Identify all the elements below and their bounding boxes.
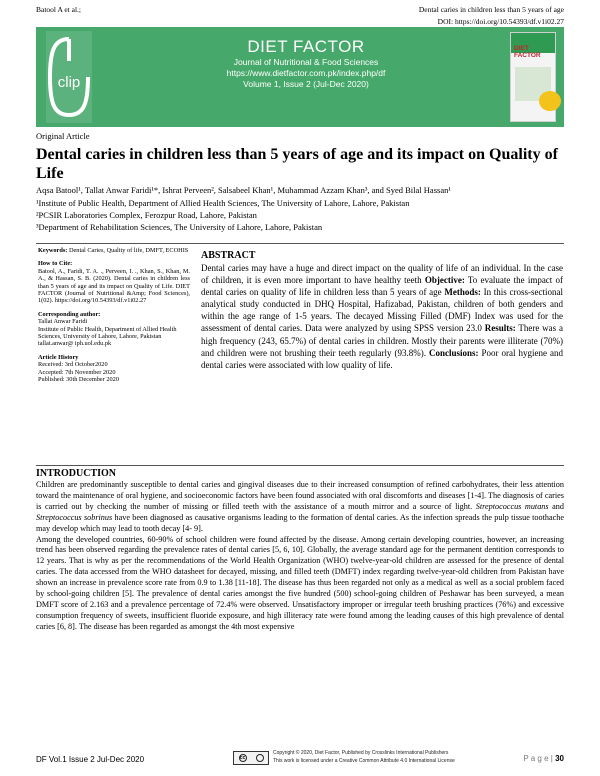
journal-cover-image bbox=[510, 32, 556, 122]
license-text: Copyright © 2020, Diet Factor, Published by Crosslinks International Publishers This work is licensed under a Creative Common Attribute 4.0 International License bbox=[273, 750, 455, 764]
running-header-authors: Batool A et al.; bbox=[36, 5, 81, 14]
journal-url[interactable]: https://www.dietfactor.com.pk/index.php/df bbox=[226, 68, 386, 78]
abstract-body: Dental caries may have a huge and direct impact on the quality of life of an individual. In the case of children, it is even more important to have healthy teeth Objective: To evaluate the impact of dental caries on quality of life in children less than 5 years of age Methods: In this cross-sectional analytical study conducted in DHQ Hospital, Hafizabad, Pakistan, children of both genders and within the age range of 1-5 years. The decayed Missing Filled (DMF) Index was used for the assessment of dental caries. Data were analyzed by using SPSS version 23.0 Results: There was a high frequency (243, 65.7%) of dental caries in children. Mostly their parents were illiterate (70%) and children were not brushing their teeth regularly (93.8%). Conclusions: Poor oral hygiene and dental caries were associated with low quality of life. bbox=[201, 263, 564, 370]
corresponding-name: Tallat Anwar Faridi bbox=[38, 318, 88, 326]
corresponding-author-block bbox=[38, 311, 190, 348]
by-icon bbox=[256, 754, 264, 762]
logo-text: clip bbox=[57, 74, 81, 91]
journal-banner bbox=[36, 27, 564, 127]
keywords-block: Keywords: Dental Caries, Quality of life, DMFT, ECOHIS bbox=[38, 247, 189, 254]
journal-name: DIET FACTOR bbox=[247, 37, 365, 56]
clip-logo-icon bbox=[46, 31, 92, 123]
intro-paragraph-1: Children are predominantly susceptible to dental caries and gingival diseases due to their increased consumption of refined carbohydrates, their less attention toward the maintenance of oral hygiene, and socioeconomic factors have been found associated with oral discomforts and diseases [1-4]. The diagnosis of caries is carried out by checking the number of missing or filled teeth with the assistance of a mouth mirror and a source of light. Streptococcus mutans and Streptococcus sobrinus have been diagnosed as causative organisms leading to the formation of dental caries. As the infection spreads the pulp tissue toothache may develop which may lead to tooth decay [4- 9]. bbox=[36, 480, 564, 533]
article-history-block bbox=[38, 354, 190, 384]
cc-icon: cc bbox=[239, 755, 246, 761]
article-type: Original Article bbox=[36, 131, 90, 141]
corresponding-email[interactable]: tallat.anwar@ iph.uol.edu.pk bbox=[38, 340, 112, 348]
article-info-sidebar bbox=[38, 247, 190, 390]
affiliations bbox=[36, 197, 576, 233]
introduction-body bbox=[36, 480, 564, 633]
cover-title: DIET FACTOR bbox=[514, 45, 541, 59]
corresponding-label: Corresponding author: bbox=[38, 310, 101, 318]
intro-paragraph-2: Among the developed countries, 60-90% of school children were found affected by the disease. Among certain developing countries, however, an increasing trend has been observed regarding the prevalence rates of dental caries [5, 6, 10]. Globally, the average standard age for the permanent dentition corresponds to 12 years. That is why as per the recommendations of the World Health Organization (WHO) twelve-year-old children are assessed for the presence of dental caries. The data accessed from the WHO datasheet for decayed, missing, and filled teeth (DMFT) index regarding twelve-year-old children from Pakistan have shown an increase in prevalence score rate from 0.9 to 1.38 [11-18]. The disease has thus been regarded not only as a medical as well as a social problem faced by school-going children [5]. The prevalence of dental caries amongst the five hundred (500) school-going children of Peshawar has been surveyed, a mean DMFT score of 2.163 and a prevalence percentage of 72.4% were observed. Unsatisfactory improper or irregular teeth brushing practices (76%) and excessive consumption frequency of sweets, insufficient fluoride exposure, and high illiteracy rate were found among the leading causes of this high prevalence of dental caries [6, 8]. The disease has been regarded as amongst the 4th most expensive bbox=[36, 534, 564, 631]
banner-text bbox=[156, 37, 456, 90]
affiliation-3: ³Department of Rehabilitation Sciences, The University of Lahore, Lahore, Pakistan bbox=[36, 222, 323, 232]
divider bbox=[36, 465, 564, 466]
how-to-cite-block bbox=[38, 260, 190, 304]
journal-volume: Volume 1, Issue 2 (Jul-Dec 2020) bbox=[243, 79, 369, 89]
accepted-date: Accepted: 7th November 2020 bbox=[38, 368, 116, 376]
abstract-heading: ABSTRACT bbox=[201, 250, 256, 261]
article-title: Dental caries in children less than 5 years of age and its impact on Quality of Life bbox=[36, 146, 558, 182]
journal-subtitle: Journal of Nutritional & Food Sciences bbox=[233, 57, 379, 67]
affiliation-1: ¹Institute of Public Health, Department of Allied Health Sciences, The University of Lahore, Lahore, Pakistan bbox=[36, 198, 410, 208]
cover-badge-icon bbox=[539, 91, 561, 111]
affiliation-2: ²PCSIR Laboratories Complex, Ferozpur Road, Lahore, Pakistan bbox=[36, 210, 257, 220]
received-date: Received: 3rd October2020 bbox=[38, 361, 108, 369]
page-footer bbox=[36, 749, 564, 771]
divider bbox=[36, 243, 564, 244]
keywords: Dental Caries, Quality of life, DMFT, ECOHIS bbox=[68, 247, 189, 254]
doi-link[interactable]: DOI: https://doi.org/10.54393/df.v1i02.27 bbox=[437, 17, 564, 26]
page-number: P a g e | 30 bbox=[523, 754, 564, 763]
citation-text: Batool, A., Faridi, T. A. ., Perveen, I. ., Khan, S., Khan, M. A., & Hassan, S. B. (2020). Dental caries in children less than 5 years of age and its impact on Quality of Life. DIET FACTOR (Journal of Nutritional &Amp; Food Sciences), 1(02). https://doi.org/10.54393/df.v1i02.27 bbox=[38, 267, 190, 305]
how-to-cite-label: How to Cite: bbox=[38, 260, 73, 268]
running-header bbox=[36, 5, 564, 17]
history-label: Article History bbox=[38, 353, 79, 361]
footer-issue: DF Vol.1 Issue 2 Jul-Dec 2020 bbox=[36, 755, 145, 764]
running-header-title: Dental caries in children less than 5 years of age bbox=[418, 5, 564, 14]
cc-license-badge[interactable] bbox=[233, 751, 269, 765]
introduction-heading: INTRODUCTION bbox=[36, 468, 117, 479]
corresponding-affiliation: Institute of Public Health, Department of Allied Health Sciences, University of Lahore, Lahore, Pakistan bbox=[38, 325, 177, 341]
author-list: Aqsa Batool¹, Tallat Anwar Faridi¹*, Ishrat Perveen², Salsabeel Khan¹, Muhammad Azzam Khan³, and Syed Bilal Hassan¹ bbox=[36, 185, 451, 195]
published-date: Published: 30th December 2020 bbox=[38, 376, 119, 384]
